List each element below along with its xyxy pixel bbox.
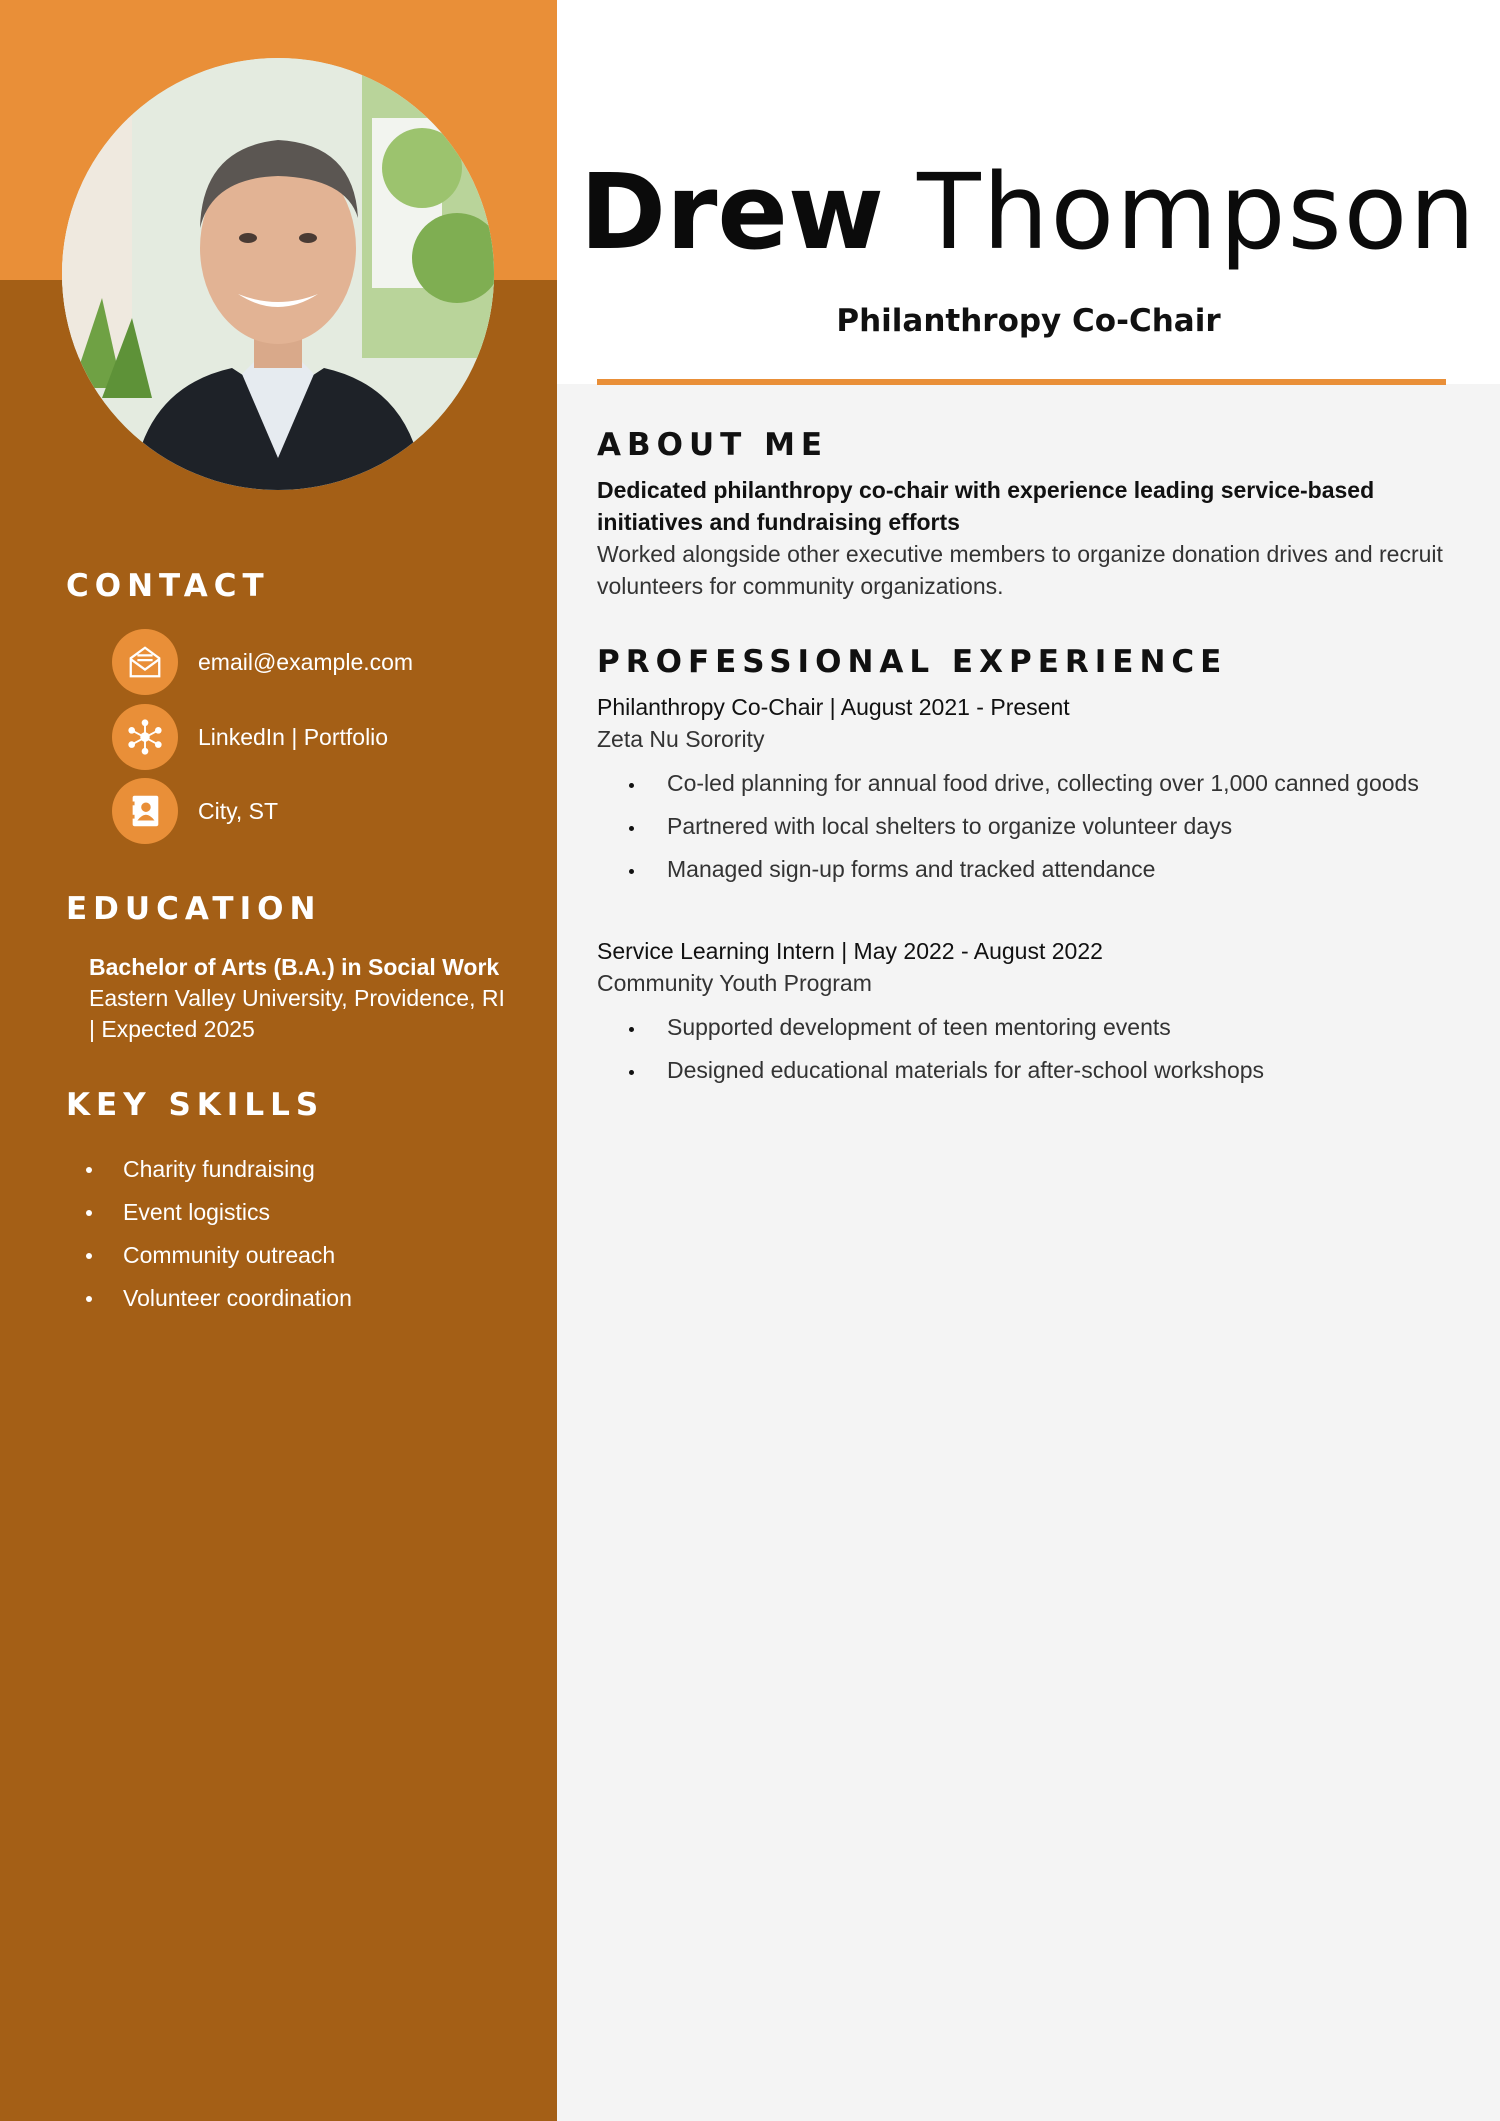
- job-organization: Community Youth Program: [597, 970, 872, 996]
- network-icon: [112, 704, 178, 770]
- education-school: Eastern Valley University, Providence, RI: [89, 985, 505, 1011]
- contact-links[interactable]: [112, 704, 388, 770]
- first-name: Drew: [579, 151, 885, 273]
- contact-heading: CONTACT: [66, 568, 270, 604]
- address-book-icon: [112, 778, 178, 844]
- experience-heading: PROFESSIONAL EXPERIENCE: [597, 644, 1228, 680]
- list-item: Co-led planning for annual food drive, collecting over 1,000 canned goods: [597, 767, 1457, 799]
- list-item: Community outreach: [86, 1234, 352, 1277]
- about-body: Worked alongside other executive members to organize donation drives and recruit volunteers for community organizations.: [597, 541, 1443, 599]
- list-item: Volunteer coordination: [86, 1277, 352, 1320]
- education-degree: Bachelor of Arts (B.A.) in Social Work: [89, 954, 500, 980]
- education-entry: [89, 952, 529, 1045]
- about-section: [597, 474, 1457, 602]
- last-name: Thompson: [917, 151, 1478, 273]
- list-item: Managed sign-up forms and tracked attendance: [597, 853, 1457, 885]
- list-item: Charity fundraising: [86, 1148, 352, 1191]
- job-title: Philanthropy Co-Chair: [836, 303, 1221, 339]
- contact-location-text: City, ST: [198, 797, 279, 824]
- contact-location: [112, 778, 278, 844]
- job-bullets: [597, 767, 1457, 885]
- education-heading: EDUCATION: [66, 891, 322, 927]
- list-item: Partnered with local shelters to organize volunteer days: [597, 810, 1457, 842]
- profile-photo: [62, 58, 494, 490]
- header-divider: [597, 379, 1446, 385]
- contact-email-text: email@example.com: [198, 648, 414, 675]
- job-entry: [597, 935, 1457, 1097]
- job-entry: [597, 691, 1457, 896]
- about-heading: ABOUT ME: [597, 427, 829, 463]
- education-expected: | Expected 2025: [89, 1016, 255, 1042]
- about-lead: Dedicated philanthropy co-chair with experience leading service-based initiatives and fundraising efforts: [597, 477, 1375, 535]
- job-organization: Zeta Nu Sorority: [597, 726, 765, 752]
- job-bullets: [597, 1011, 1457, 1086]
- contact-email[interactable]: [112, 629, 413, 695]
- list-item: Event logistics: [86, 1191, 352, 1234]
- job-title-line: Philanthropy Co-Chair | August 2021 - Present: [597, 694, 1070, 720]
- skills-heading: KEY SKILLS: [66, 1087, 325, 1123]
- list-item: Designed educational materials for after-school workshops: [597, 1054, 1457, 1086]
- skills-list: [86, 1148, 352, 1320]
- list-item: Supported development of teen mentoring events: [597, 1011, 1457, 1043]
- contact-links-text: LinkedIn | Portfolio: [198, 723, 389, 750]
- job-title-line: Service Learning Intern | May 2022 - August 2022: [597, 938, 1103, 964]
- full-name: [557, 151, 1500, 273]
- mail-icon: [112, 629, 178, 695]
